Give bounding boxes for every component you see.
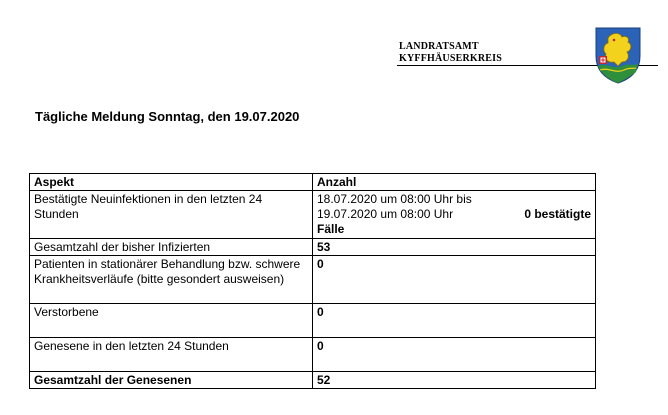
org-line-1: LANDRATSAMT	[399, 41, 479, 52]
value-line-row	[317, 207, 591, 222]
aspect-cell: Gesamtzahl der Genesenen	[30, 372, 313, 389]
column-header-aspect: Aspekt	[30, 174, 313, 191]
table-row	[30, 304, 596, 338]
table-row	[30, 338, 596, 372]
value-cell: 53	[313, 239, 596, 256]
aspect-cell: Verstorbene	[30, 304, 313, 338]
aspect-cell: Genesene in den letzten 24 Stunden	[30, 338, 313, 372]
value-cell: 52	[313, 372, 596, 389]
value-bold: 0 bestätigte	[524, 207, 591, 221]
table-header-row	[30, 174, 596, 191]
table-row	[30, 239, 596, 256]
value-line: 18.07.2020 um 08:00 Uhr bis	[317, 192, 472, 206]
aspect-cell: Gesamtzahl der bisher Infizierten	[30, 239, 313, 256]
report-table	[29, 173, 596, 389]
aspect-cell: Patienten in stationärer Behandlung bzw. schwere Krankheitsverläufe (bitte gesondert ausweisen)	[30, 256, 313, 304]
value-cell	[313, 191, 596, 239]
table-row	[30, 256, 596, 304]
page-title: Tägliche Meldung Sonntag, den 19.07.2020	[35, 109, 300, 124]
value-cell: 0	[313, 304, 596, 338]
value-cell: 0	[313, 338, 596, 372]
org-line-2: KYFFHÄUSERKREIS	[399, 53, 503, 64]
coat-of-arms-lion-icon	[594, 26, 642, 84]
column-header-count: Anzahl	[313, 174, 596, 191]
aspect-cell: Bestätigte Neuinfektionen in den letzten 24 Stunden	[30, 191, 313, 239]
value-line: 19.07.2020 um 08:00 Uhr	[317, 207, 454, 221]
value-cell: 0	[313, 256, 596, 304]
table-row	[30, 191, 596, 239]
organization-name	[399, 41, 502, 65]
table-row	[30, 372, 596, 389]
value-bold: Fälle	[317, 222, 345, 236]
